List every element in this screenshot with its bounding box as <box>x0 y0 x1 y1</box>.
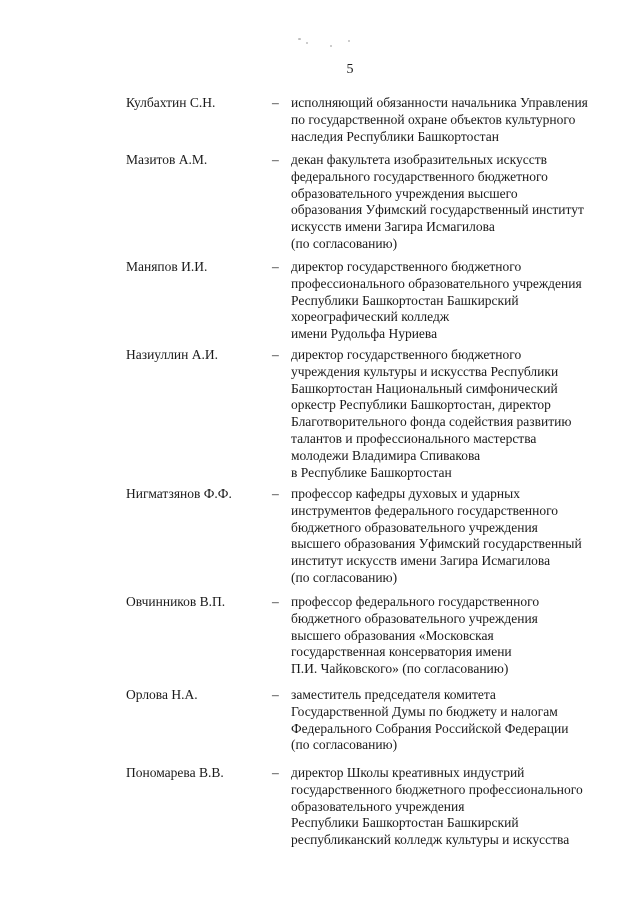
position-line: бюджетного образовательного учреждения <box>291 610 538 626</box>
position-line: образовательного учреждения высшего <box>291 185 518 201</box>
position-line: оркестр Республики Башкортостан, директор <box>291 397 551 413</box>
member-name: Мазитов А.М. <box>126 152 208 167</box>
dash: – <box>272 152 279 167</box>
position-line: (по согласованию) <box>291 737 398 753</box>
scan-speck <box>306 42 308 44</box>
position-line: Государственной Думы по бюджету и налогам <box>291 703 558 719</box>
position-line: по государственной охране объектов культурного <box>291 111 576 127</box>
position-line: высшего образования Уфимский государственный <box>291 536 582 552</box>
position-line: заместитель председателя комитета <box>291 687 496 702</box>
dash: – <box>272 765 279 780</box>
scan-speck <box>330 45 332 47</box>
position-line: директор государственного бюджетного <box>291 259 522 274</box>
position-line: декан факультета изобразительных искусств <box>291 152 547 167</box>
position-line: государственная консерватория имени <box>291 644 512 660</box>
position-line: профессор федерального государственного <box>291 594 540 609</box>
member-name: Орлова Н.А. <box>126 687 198 702</box>
member-name: Назиуллин А.И. <box>126 347 219 362</box>
position-line: образовательного учреждения <box>291 798 465 814</box>
position-line: профессор кафедры духовых и ударных <box>291 486 520 501</box>
position-line: образования Уфимский государственный институт <box>291 202 584 218</box>
dash: – <box>272 259 279 274</box>
member-position <box>291 347 631 481</box>
dash: – <box>272 594 279 609</box>
dash: – <box>272 95 279 110</box>
position-line: П.И. Чайковского» (по согласованию) <box>291 661 509 677</box>
member-name: Овчинников В.П. <box>126 594 226 609</box>
position-line: директор Школы креативных индустрий <box>291 765 525 780</box>
position-line: (по согласованию) <box>291 569 398 585</box>
member-position <box>291 486 631 587</box>
position-line: молодежи Владимира Спивакова <box>291 447 481 463</box>
position-line: Республики Башкортостан Башкирский <box>291 292 519 308</box>
member-name: Маняпов И.И. <box>126 259 208 274</box>
position-line: талантов и профессионального мастерства <box>291 430 537 446</box>
position-line: исполняющий обязанности начальника Управления <box>291 95 588 110</box>
position-line: директор государственного бюджетного <box>291 347 522 362</box>
position-line: наследия Республики Башкортостан <box>291 128 499 144</box>
position-line: институт искусств имени Загира Исмагилова <box>291 553 551 569</box>
dash: – <box>272 347 279 362</box>
member-position <box>291 687 631 754</box>
position-line: профессионального образовательного учреждения <box>291 275 582 291</box>
member-name: Нигматзянов Ф.Ф. <box>126 486 232 501</box>
position-line: Благотворительного фонда содействия развитию <box>291 414 572 430</box>
position-line: учреждения культуры и искусства Республики <box>291 363 559 379</box>
position-line: государственного бюджетного профессионального <box>291 781 583 797</box>
dash: – <box>272 687 279 702</box>
scan-speck <box>298 38 301 40</box>
position-line: федерального государственного бюджетного <box>291 168 548 184</box>
dash: – <box>272 486 279 501</box>
position-line: инструментов федерального государственного <box>291 502 559 518</box>
position-line: Республики Башкортостан Башкирский <box>291 815 519 831</box>
position-line: имени Рудольфа Нуриева <box>291 326 438 342</box>
position-line: Федерального Собрания Российской Федерации <box>291 720 569 736</box>
member-position <box>291 594 631 678</box>
scan-speck <box>348 40 350 42</box>
page-number: 5 <box>346 62 354 77</box>
position-line: бюджетного образовательного учреждения <box>291 519 538 535</box>
position-line: хореографический колледж <box>291 309 450 325</box>
position-line: (по согласованию) <box>291 235 398 251</box>
position-line: высшего образования «Московская <box>291 627 494 643</box>
member-position <box>291 259 631 343</box>
position-line: искусств имени Загира Исмагилова <box>291 219 495 235</box>
member-position <box>291 152 631 253</box>
position-line: Башкортостан Национальный симфонический <box>291 380 558 396</box>
position-line: в Республике Башкортостан <box>291 464 452 480</box>
member-position <box>291 765 631 849</box>
position-line: республиканский колледж культуры и искусства <box>291 832 570 848</box>
member-position <box>291 95 631 145</box>
member-name: Кулбахтин С.Н. <box>126 95 216 110</box>
member-name: Пономарева В.В. <box>126 765 224 780</box>
